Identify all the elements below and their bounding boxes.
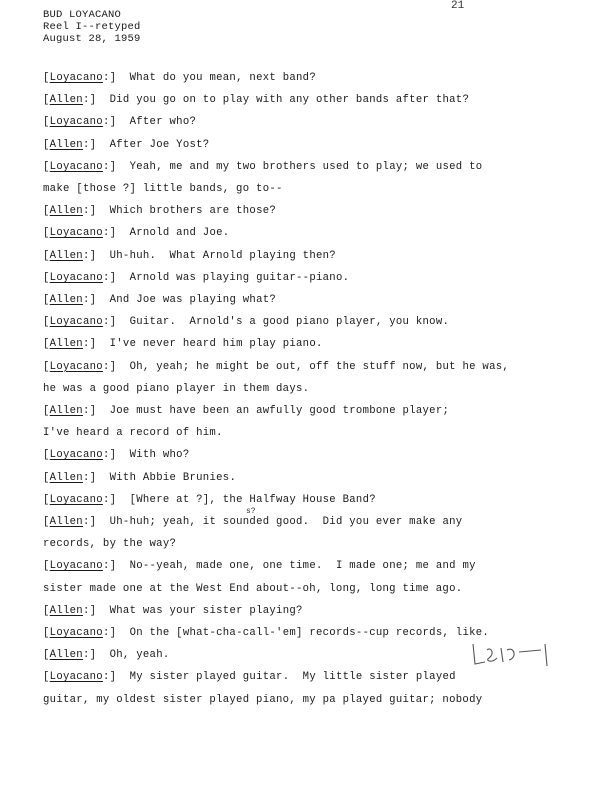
utterance-text: What was your sister playing?: [109, 604, 303, 617]
speaker-label: [Loyacano:]: [43, 627, 130, 639]
interviewee-name: BUD LOYACANO: [43, 9, 122, 21]
utterance-text: No--yeah, made one, one time. I made one; me and my: [129, 560, 476, 573]
dialogue-line: [43, 272, 349, 284]
dialogue-line: [43, 139, 209, 151]
speaker-label: [Loyacano:]: [43, 72, 130, 84]
speaker-name: Loyacano: [49, 560, 103, 573]
dialogue-line: [43, 338, 323, 350]
dialogue-line: [43, 72, 316, 84]
speaker-name: Allen: [49, 205, 83, 218]
dialogue-line: [43, 405, 449, 417]
utterance-text: Uh-huh. What Arnold playing then?: [109, 249, 336, 262]
speaker-label: [Loyacano:]: [43, 271, 130, 284]
dialogue-line: [43, 671, 456, 683]
speaker-label: [Loyacano:]: [43, 116, 130, 129]
speaker-label: [Allen:]: [43, 94, 110, 107]
speaker-name: Allen: [49, 338, 83, 351]
speaker-name: Loyacano: [49, 271, 103, 284]
speaker-name: Loyacano: [49, 449, 103, 462]
speaker-name: Allen: [49, 471, 83, 484]
utterance-text: [Where at ?], the Halfway House Band?: [129, 493, 376, 506]
dialogue-line: [43, 449, 190, 461]
reel-label: Reel I--retyped: [43, 21, 141, 33]
dialogue-continuation: [43, 383, 309, 395]
utterance-text: What do you mean, next band?: [129, 72, 316, 84]
utterance-text: After who?: [129, 116, 197, 129]
dialogue-line: [43, 472, 236, 484]
speaker-label: [Loyacano:]: [43, 160, 130, 173]
speaker-name: Loyacano: [49, 72, 103, 84]
speaker-label: [Loyacano:]: [43, 671, 130, 684]
utterance-text: My sister played guitar. My little sister played: [129, 671, 456, 684]
utterance-text: Arnold was playing guitar--piano.: [129, 271, 350, 284]
utterance-text: With Abbie Brunies.: [109, 471, 237, 484]
speaker-label: [Loyacano:]: [43, 360, 130, 373]
speaker-name: Loyacano: [49, 360, 103, 373]
dialogue-continuation: [43, 694, 482, 706]
speaker-label: [Allen:]: [43, 604, 110, 617]
speaker-label: [Allen:]: [43, 471, 110, 484]
dialogue-continuation: [43, 583, 462, 595]
dialogue-line: [43, 627, 489, 639]
utterance-text: Guitar. Arnold's a good piano player, you know.: [129, 316, 450, 329]
speaker-name: Allen: [49, 294, 83, 306]
speaker-label: [Loyacano:]: [43, 449, 130, 462]
dialogue-line: [43, 94, 469, 106]
speaker-name: Allen: [49, 138, 83, 151]
utterance-text: Oh, yeah.: [109, 649, 170, 662]
utterance-text: I've never heard him play piano.: [109, 338, 323, 351]
utterance-text: And Joe was playing what?: [109, 294, 277, 306]
speaker-label: [Loyacano:]: [43, 493, 130, 506]
speaker-name: Loyacano: [49, 160, 103, 173]
dialogue-line: [43, 227, 229, 239]
utterance-text: Joe must have been an awfully good trombone player;: [109, 405, 450, 417]
dialogue-line: [43, 361, 509, 373]
dialogue-line: [43, 250, 336, 262]
dialogue-line: [43, 116, 196, 128]
utterance-text: After Joe Yost?: [109, 138, 210, 151]
dialogue-continuation: [43, 183, 283, 195]
dialogue-continuation: [43, 538, 176, 550]
utterance-text: Oh, yeah; he might be out, off the stuff now, but he was,: [129, 360, 510, 373]
speaker-name: Loyacano: [49, 627, 103, 639]
dialogue-line: [43, 494, 376, 506]
dialogue-line: [43, 560, 476, 572]
speaker-label: [Loyacano:]: [43, 316, 130, 329]
page-header: [43, 9, 141, 45]
speaker-label: [Allen:]: [43, 138, 110, 151]
utterance-text: Which brothers are those?: [109, 205, 277, 218]
speaker-label: [Allen:]: [43, 294, 110, 306]
speaker-name: Loyacano: [49, 116, 103, 129]
utterance-text: On the [what-cha-call-'em] records--cup records, like.: [129, 627, 490, 639]
speaker-label: [Loyacano:]: [43, 560, 130, 573]
speaker-label: [Loyacano:]: [43, 227, 130, 240]
utterance-text: With who?: [129, 449, 190, 462]
dialogue-line: [43, 316, 449, 328]
utterance-text: Uh-huh; yeah, it sounded good. Did you ever make any: [109, 516, 463, 528]
dialogue-continuation: [43, 427, 223, 439]
speaker-name: Loyacano: [49, 671, 103, 684]
utterance-text: I've heard a record of him.: [43, 427, 223, 440]
speaker-label: [Allen:]: [43, 649, 110, 662]
dialogue-line: [43, 516, 462, 528]
speaker-name: Allen: [49, 604, 83, 617]
utterance-text: sister made one at the West End about--oh, long, long time ago.: [43, 582, 463, 595]
speaker-label: [Allen:]: [43, 405, 110, 417]
speaker-name: Loyacano: [49, 227, 103, 240]
dialogue-line: [43, 294, 276, 306]
speaker-label: [Allen:]: [43, 338, 110, 351]
utterance-text: records, by the way?: [43, 538, 177, 551]
speaker-label: [Allen:]: [43, 516, 110, 528]
utterance-text: Arnold and Joe.: [129, 227, 230, 240]
speaker-name: Allen: [49, 249, 83, 262]
page-number: 21: [451, 0, 465, 12]
utterance-text: Did you go on to play with any other bands after that?: [109, 94, 470, 107]
dialogue-line: [43, 605, 303, 617]
dialogue-line: [43, 205, 276, 217]
speaker-name: Loyacano: [49, 316, 103, 329]
dialogue-line: [43, 649, 170, 661]
utterance-text: make [those ?] little bands, go to--: [43, 183, 283, 195]
speaker-name: Loyacano: [49, 493, 103, 506]
speaker-name: Allen: [49, 405, 83, 417]
speaker-name: Allen: [49, 94, 83, 107]
utterance-text: he was a good piano player in them days.: [43, 382, 310, 395]
speaker-label: [Allen:]: [43, 205, 110, 218]
utterance-text: guitar, my oldest sister played piano, my pa played guitar; nobody: [43, 693, 483, 706]
interview-date: August 28, 1959: [43, 33, 141, 45]
dialogue-line: [43, 161, 482, 173]
utterance-text: Yeah, me and my two brothers used to play; we used to: [129, 160, 483, 173]
handwritten-scribble: [471, 640, 561, 670]
speaker-label: [Allen:]: [43, 249, 110, 262]
handwritten-annotation: s?: [246, 507, 256, 516]
speaker-name: Allen: [49, 516, 83, 528]
speaker-name: Allen: [49, 649, 83, 662]
